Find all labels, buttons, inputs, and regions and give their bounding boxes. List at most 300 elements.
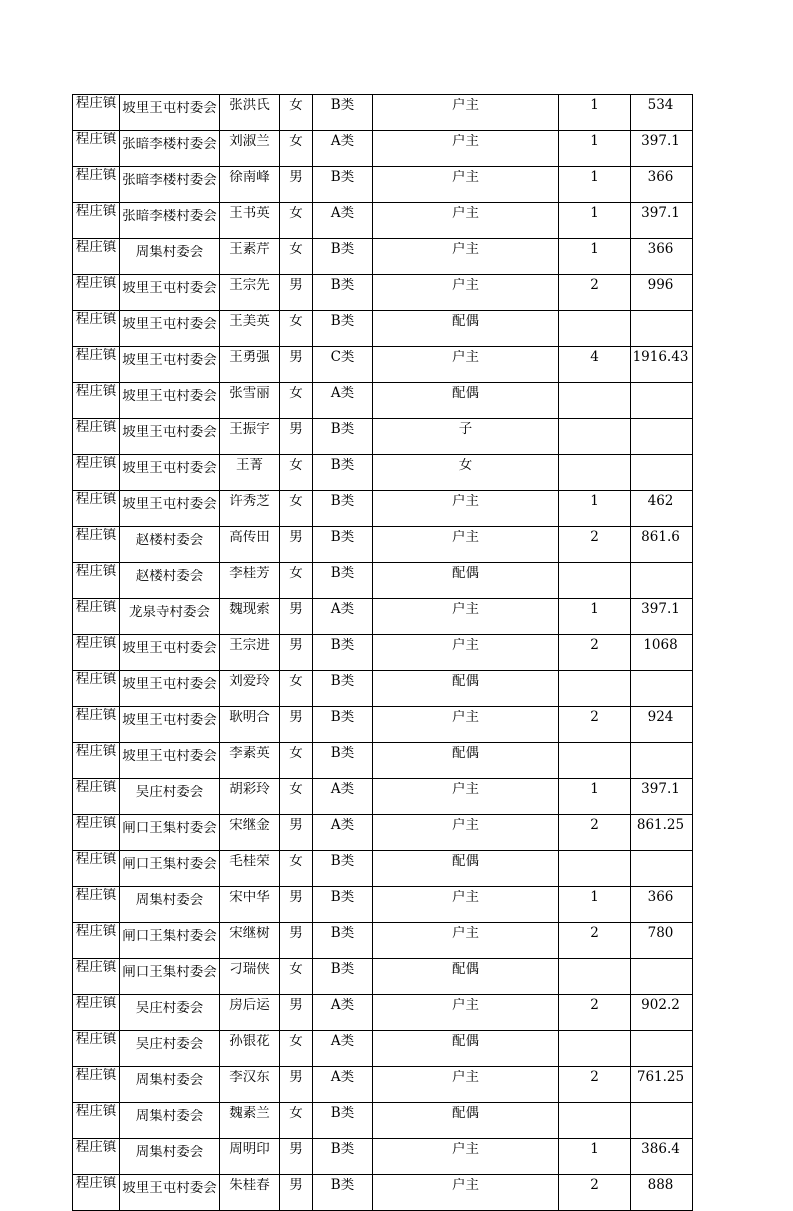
category-cell — [313, 707, 373, 743]
gender-cell-text: 女 — [289, 98, 303, 113]
amount-cell — [631, 887, 693, 923]
amount-cell — [631, 923, 693, 959]
village-committee-cell — [120, 239, 220, 275]
category-cell — [313, 887, 373, 923]
household-size-cell — [559, 923, 631, 959]
household-size-cell — [559, 1139, 631, 1175]
name-cell-text: 王书英 — [229, 206, 270, 221]
household-size-cell-text: 1 — [590, 206, 599, 221]
gender-cell — [280, 779, 313, 815]
town-cell-text: 程庄镇 — [75, 276, 117, 291]
gender-cell — [280, 419, 313, 455]
name-cell-text: 房后运 — [229, 998, 270, 1013]
table-row — [73, 419, 693, 455]
village-committee-cell — [120, 527, 220, 563]
category-cell — [313, 923, 373, 959]
name-cell-text: 胡彩玲 — [229, 782, 270, 797]
relation-cell — [373, 743, 559, 779]
village-committee-cell-text: 闸口王集村委会 — [122, 929, 217, 944]
village-committee-cell-text: 坡里王屯村委会 — [122, 461, 217, 476]
table-row — [73, 275, 693, 311]
household-size-cell — [559, 851, 631, 887]
category-cell — [313, 851, 373, 887]
relation-cell — [373, 707, 559, 743]
name-cell-text: 宋继金 — [229, 818, 270, 833]
amount-cell-text — [631, 1106, 690, 1135]
gender-cell-text: 男 — [289, 998, 303, 1013]
household-size-cell — [559, 1067, 631, 1103]
village-committee-cell-text: 闸口王集村委会 — [122, 965, 217, 980]
town-cell — [73, 167, 120, 203]
amount-cell-text: 1916.43 — [632, 350, 689, 365]
name-cell-text: 耿明合 — [229, 710, 270, 725]
household-size-cell — [559, 635, 631, 671]
household-size-cell — [559, 995, 631, 1031]
village-committee-cell-text: 张暗李楼村委会 — [122, 209, 217, 224]
gender-cell — [280, 239, 313, 275]
gender-cell — [280, 1175, 313, 1211]
table-row — [73, 707, 693, 743]
category-cell-text: A类 — [330, 206, 355, 221]
category-cell-text: B类 — [330, 242, 355, 257]
table-row — [73, 815, 693, 851]
town-cell — [73, 1175, 120, 1211]
name-cell — [220, 671, 280, 707]
table-row — [73, 671, 693, 707]
amount-cell — [631, 419, 693, 455]
town-cell-text: 程庄镇 — [75, 816, 117, 831]
gender-cell-text: 女 — [289, 566, 303, 581]
name-cell-text: 张洪氏 — [229, 98, 270, 113]
town-cell-text: 程庄镇 — [75, 924, 117, 939]
relation-cell — [373, 923, 559, 959]
town-cell — [73, 635, 120, 671]
table-row — [73, 851, 693, 887]
gender-cell-text: 女 — [289, 782, 303, 797]
name-cell-text: 李汉东 — [229, 1070, 270, 1085]
town-cell-text: 程庄镇 — [75, 492, 117, 507]
town-cell — [73, 743, 120, 779]
household-size-cell — [559, 131, 631, 167]
relation-cell — [373, 455, 559, 491]
gender-cell — [280, 815, 313, 851]
name-cell-text: 王勇强 — [229, 350, 270, 365]
name-cell — [220, 203, 280, 239]
category-cell — [313, 743, 373, 779]
relation-cell — [373, 275, 559, 311]
amount-cell — [631, 671, 693, 707]
name-cell — [220, 563, 280, 599]
relation-cell — [373, 671, 559, 707]
relation-cell-text: 配偶 — [452, 386, 479, 401]
household-size-cell-text: 1 — [590, 242, 599, 257]
table-row — [73, 95, 693, 131]
amount-cell — [631, 527, 693, 563]
relation-cell-text: 配偶 — [452, 1106, 479, 1121]
town-cell-text: 程庄镇 — [75, 1032, 117, 1047]
category-cell — [313, 455, 373, 491]
household-size-cell — [559, 311, 631, 347]
table-row — [73, 131, 693, 167]
gender-cell — [280, 851, 313, 887]
household-size-cell-text: 2 — [590, 998, 599, 1013]
relation-cell — [373, 635, 559, 671]
category-cell-text: C类 — [330, 350, 355, 365]
category-cell-text: B类 — [330, 890, 355, 905]
amount-cell — [631, 635, 693, 671]
household-size-cell — [559, 887, 631, 923]
village-committee-cell-text: 张暗李楼村委会 — [122, 173, 217, 188]
table-row — [73, 599, 693, 635]
table-row — [73, 491, 693, 527]
village-committee-cell-text: 吴庄村委会 — [135, 1037, 204, 1052]
town-cell-text: 程庄镇 — [75, 132, 117, 147]
category-cell-text: A类 — [330, 134, 355, 149]
relation-cell-text: 户主 — [452, 494, 479, 509]
town-cell-text: 程庄镇 — [75, 852, 117, 867]
town-cell — [73, 491, 120, 527]
relation-cell-text: 户主 — [452, 1178, 479, 1193]
amount-cell-text — [631, 386, 690, 415]
category-cell — [313, 1139, 373, 1175]
category-cell — [313, 383, 373, 419]
name-cell-text: 王振宇 — [229, 422, 270, 437]
name-cell — [220, 1103, 280, 1139]
relation-cell — [373, 563, 559, 599]
household-size-cell-text: 2 — [590, 638, 599, 653]
amount-cell-text: 397.1 — [641, 134, 680, 149]
household-size-cell — [559, 95, 631, 131]
gender-cell — [280, 563, 313, 599]
name-cell-text: 刘淑兰 — [229, 134, 270, 149]
village-committee-cell-text: 坡里王屯村委会 — [122, 749, 217, 764]
town-cell-text: 程庄镇 — [75, 384, 117, 399]
household-size-cell-text: 1 — [590, 170, 599, 185]
table-row — [73, 203, 693, 239]
category-cell — [313, 599, 373, 635]
village-committee-cell-text: 周集村委会 — [135, 1145, 204, 1160]
gender-cell-text: 男 — [289, 926, 303, 941]
household-size-cell-text — [559, 314, 630, 343]
village-committee-cell — [120, 311, 220, 347]
household-size-cell-text — [559, 962, 630, 991]
category-cell-text: A类 — [330, 1034, 355, 1049]
village-committee-cell — [120, 887, 220, 923]
relation-cell-text: 户主 — [452, 278, 479, 293]
gender-cell-text: 女 — [289, 494, 303, 509]
relation-cell-text: 配偶 — [452, 962, 479, 977]
household-size-cell-text: 1 — [590, 494, 599, 509]
roster-table-body — [73, 95, 693, 1211]
town-cell — [73, 131, 120, 167]
category-cell-text: B类 — [330, 746, 355, 761]
category-cell — [313, 239, 373, 275]
relation-cell — [373, 347, 559, 383]
table-row — [73, 1175, 693, 1211]
name-cell-text: 刁瑞侠 — [229, 962, 270, 977]
gender-cell — [280, 311, 313, 347]
household-size-cell-text: 1 — [590, 782, 599, 797]
gender-cell — [280, 995, 313, 1031]
town-cell — [73, 815, 120, 851]
household-size-cell — [559, 815, 631, 851]
amount-cell — [631, 1031, 693, 1067]
amount-cell-text: 366 — [647, 242, 674, 257]
name-cell-text: 孙银花 — [229, 1034, 270, 1049]
table-row — [73, 563, 693, 599]
name-cell-text: 张雪丽 — [229, 386, 270, 401]
relation-cell-text: 配偶 — [452, 314, 479, 329]
name-cell-text: 许秀芝 — [229, 494, 270, 509]
household-size-cell-text — [559, 1106, 630, 1135]
gender-cell — [280, 95, 313, 131]
town-cell — [73, 419, 120, 455]
amount-cell — [631, 707, 693, 743]
gender-cell — [280, 635, 313, 671]
name-cell — [220, 1175, 280, 1211]
relation-cell — [373, 383, 559, 419]
amount-cell-text: 397.1 — [641, 602, 680, 617]
name-cell-text: 魏现索 — [229, 602, 270, 617]
household-size-cell-text — [559, 1034, 630, 1063]
household-size-cell-text: 2 — [590, 278, 599, 293]
name-cell — [220, 455, 280, 491]
name-cell-text: 徐南峰 — [229, 170, 270, 185]
category-cell-text: B类 — [330, 854, 355, 869]
household-size-cell — [559, 347, 631, 383]
category-cell-text: A类 — [330, 602, 355, 617]
relation-cell — [373, 491, 559, 527]
amount-cell-text: 397.1 — [641, 206, 680, 221]
household-size-cell — [559, 239, 631, 275]
gender-cell — [280, 167, 313, 203]
amount-cell — [631, 1139, 693, 1175]
category-cell — [313, 131, 373, 167]
village-committee-cell — [120, 1067, 220, 1103]
amount-cell — [631, 203, 693, 239]
gender-cell — [280, 1067, 313, 1103]
amount-cell — [631, 131, 693, 167]
village-committee-cell — [120, 275, 220, 311]
name-cell — [220, 347, 280, 383]
amount-cell-text — [631, 458, 690, 487]
gender-cell-text: 男 — [289, 602, 303, 617]
category-cell — [313, 563, 373, 599]
table-row — [73, 455, 693, 491]
village-committee-cell-text: 闸口王集村委会 — [122, 857, 217, 872]
village-committee-cell-text: 赵楼村委会 — [135, 533, 204, 548]
gender-cell-text: 女 — [289, 386, 303, 401]
household-size-cell-text: 2 — [590, 710, 599, 725]
category-cell — [313, 491, 373, 527]
household-size-cell — [559, 707, 631, 743]
town-cell-text: 程庄镇 — [75, 528, 117, 543]
gender-cell — [280, 347, 313, 383]
amount-cell — [631, 311, 693, 347]
village-committee-cell — [120, 995, 220, 1031]
category-cell — [313, 815, 373, 851]
household-size-cell-text: 2 — [590, 1178, 599, 1193]
name-cell — [220, 1031, 280, 1067]
amount-cell — [631, 347, 693, 383]
household-size-cell — [559, 203, 631, 239]
village-committee-cell-text: 坡里王屯村委会 — [122, 641, 217, 656]
relation-cell — [373, 167, 559, 203]
name-cell-text: 刘爱玲 — [229, 674, 270, 689]
gender-cell — [280, 887, 313, 923]
relation-cell-text: 户主 — [452, 638, 479, 653]
table-row — [73, 995, 693, 1031]
village-committee-cell — [120, 455, 220, 491]
amount-cell-text — [631, 422, 690, 451]
gender-cell — [280, 1139, 313, 1175]
gender-cell-text: 男 — [289, 1070, 303, 1085]
town-cell-text: 程庄镇 — [75, 1176, 117, 1191]
household-size-cell-text — [559, 674, 630, 703]
category-cell — [313, 959, 373, 995]
name-cell — [220, 851, 280, 887]
amount-cell-text: 366 — [647, 890, 674, 905]
table-row — [73, 383, 693, 419]
category-cell — [313, 527, 373, 563]
household-size-cell-text — [559, 422, 630, 451]
gender-cell — [280, 671, 313, 707]
table-row — [73, 635, 693, 671]
town-cell — [73, 1139, 120, 1175]
town-cell — [73, 1067, 120, 1103]
category-cell — [313, 203, 373, 239]
village-committee-cell — [120, 383, 220, 419]
category-cell-text: B类 — [330, 1142, 355, 1157]
relation-cell-text: 配偶 — [452, 566, 479, 581]
household-size-cell-text: 2 — [590, 818, 599, 833]
amount-cell — [631, 95, 693, 131]
town-cell — [73, 455, 120, 491]
household-size-cell-text — [559, 746, 630, 775]
gender-cell-text: 女 — [289, 206, 303, 221]
village-committee-cell — [120, 635, 220, 671]
village-committee-cell-text: 周集村委会 — [135, 245, 204, 260]
amount-cell — [631, 167, 693, 203]
village-committee-cell-text: 周集村委会 — [135, 1073, 204, 1088]
gender-cell — [280, 599, 313, 635]
name-cell — [220, 527, 280, 563]
household-size-cell-text: 2 — [590, 1070, 599, 1085]
amount-cell — [631, 1067, 693, 1103]
name-cell — [220, 95, 280, 131]
amount-cell — [631, 815, 693, 851]
table-row — [73, 1103, 693, 1139]
amount-cell-text — [631, 674, 690, 703]
name-cell-text: 宋继树 — [229, 926, 270, 941]
relation-cell-text: 配偶 — [452, 746, 479, 761]
gender-cell-text: 男 — [289, 890, 303, 905]
gender-cell — [280, 527, 313, 563]
category-cell-text: B类 — [330, 1178, 355, 1193]
household-size-cell-text: 1 — [590, 1142, 599, 1157]
relation-cell — [373, 1139, 559, 1175]
gender-cell — [280, 1031, 313, 1067]
household-size-cell — [559, 1103, 631, 1139]
amount-cell — [631, 959, 693, 995]
category-cell — [313, 95, 373, 131]
town-cell-text: 程庄镇 — [75, 1068, 117, 1083]
relation-cell-text: 户主 — [452, 710, 479, 725]
relation-cell — [373, 527, 559, 563]
name-cell — [220, 1067, 280, 1103]
household-size-cell — [559, 455, 631, 491]
name-cell — [220, 743, 280, 779]
town-cell-text: 程庄镇 — [75, 600, 117, 615]
amount-cell — [631, 563, 693, 599]
name-cell-text: 李桂芳 — [229, 566, 270, 581]
gender-cell — [280, 707, 313, 743]
relation-cell — [373, 599, 559, 635]
household-size-cell — [559, 599, 631, 635]
gender-cell-text: 男 — [289, 710, 303, 725]
amount-cell-text: 861.25 — [636, 818, 685, 833]
amount-cell-text — [631, 962, 690, 991]
name-cell — [220, 779, 280, 815]
category-cell — [313, 1175, 373, 1211]
town-cell — [73, 383, 120, 419]
relation-cell — [373, 131, 559, 167]
table-row — [73, 1139, 693, 1175]
town-cell-text: 程庄镇 — [75, 420, 117, 435]
town-cell — [73, 203, 120, 239]
name-cell — [220, 995, 280, 1031]
town-cell-text: 程庄镇 — [75, 636, 117, 651]
gender-cell — [280, 131, 313, 167]
gender-cell — [280, 275, 313, 311]
relation-cell-text: 户主 — [452, 926, 479, 941]
amount-cell — [631, 995, 693, 1031]
town-cell — [73, 599, 120, 635]
gender-cell — [280, 455, 313, 491]
name-cell — [220, 383, 280, 419]
relation-cell-text: 户主 — [452, 602, 479, 617]
name-cell-text: 李素英 — [229, 746, 270, 761]
village-committee-cell — [120, 599, 220, 635]
name-cell-text: 周明印 — [229, 1142, 270, 1157]
table-row — [73, 887, 693, 923]
household-size-cell — [559, 563, 631, 599]
amount-cell-text: 397.1 — [641, 782, 680, 797]
table-row — [73, 1031, 693, 1067]
relation-cell — [373, 95, 559, 131]
town-cell-text: 程庄镇 — [75, 888, 117, 903]
village-committee-cell-text: 坡里王屯村委会 — [122, 317, 217, 332]
category-cell-text: A类 — [330, 1070, 355, 1085]
gender-cell-text: 女 — [289, 458, 303, 473]
relation-cell-text: 户主 — [452, 818, 479, 833]
category-cell-text: B类 — [330, 1106, 355, 1121]
amount-cell-text: 761.25 — [636, 1070, 685, 1085]
relation-cell-text: 户主 — [452, 170, 479, 185]
household-size-cell — [559, 491, 631, 527]
village-committee-cell-text: 坡里王屯村委会 — [122, 389, 217, 404]
category-cell — [313, 779, 373, 815]
town-cell — [73, 995, 120, 1031]
relation-cell — [373, 311, 559, 347]
village-committee-cell — [120, 95, 220, 131]
name-cell-text: 魏素兰 — [229, 1106, 270, 1121]
village-committee-cell — [120, 671, 220, 707]
town-cell — [73, 239, 120, 275]
village-committee-cell — [120, 203, 220, 239]
gender-cell-text: 女 — [289, 674, 303, 689]
category-cell — [313, 1067, 373, 1103]
